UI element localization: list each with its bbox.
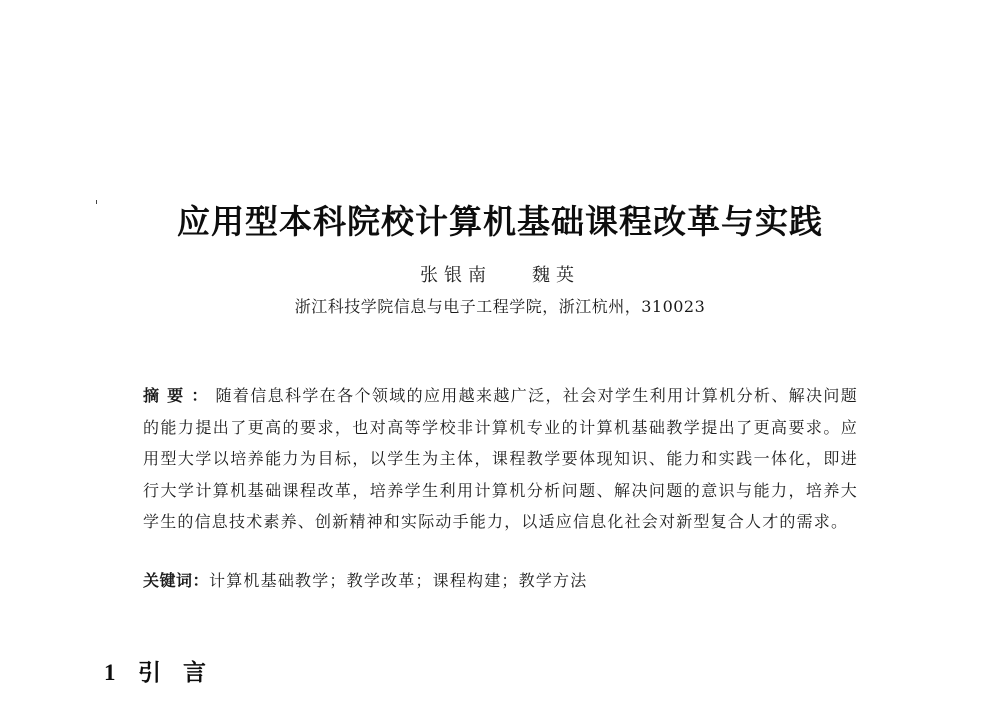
author-name: 魏英 — [532, 265, 580, 286]
affiliation: 浙江科技学院信息与电子工程学院，浙江杭州，310023 — [294, 297, 706, 316]
abstract-label: 摘要： — [143, 386, 216, 405]
section-heading — [104, 654, 228, 687]
author-line — [0, 261, 1000, 287]
keywords-label: 关键词： — [143, 571, 210, 590]
abstract-text: 随着信息科学在各个领域的应用越来越广泛，社会对学生利用计算机分析、解决问题的能力提出了更高的要求，也对高等学校非计算机专业的计算机基础教学提出了更高要求。应用型大学以培养能力为目标，以学生为主体，课程教学要体现知识、能力和实践一体化，即进行大学计算机基础课程改革，培养学生利用计算机分析问题、解决问题的意识与能力，培养大学生的信息技术素养、创新精神和实际动手能力，以适应信息化社会对新型复合人才的需求。 — [143, 386, 858, 531]
section-number: 1 — [104, 660, 116, 685]
paper-title: 应用型本科院校计算机基础课程改革与实践 — [177, 202, 823, 241]
keywords — [143, 568, 858, 591]
section-title: 引言 — [138, 660, 228, 686]
author-name: 张银南 — [420, 265, 492, 286]
keywords-text: 计算机基础教学；教学改革；课程构建；教学方法 — [209, 571, 588, 590]
abstract — [143, 380, 858, 538]
